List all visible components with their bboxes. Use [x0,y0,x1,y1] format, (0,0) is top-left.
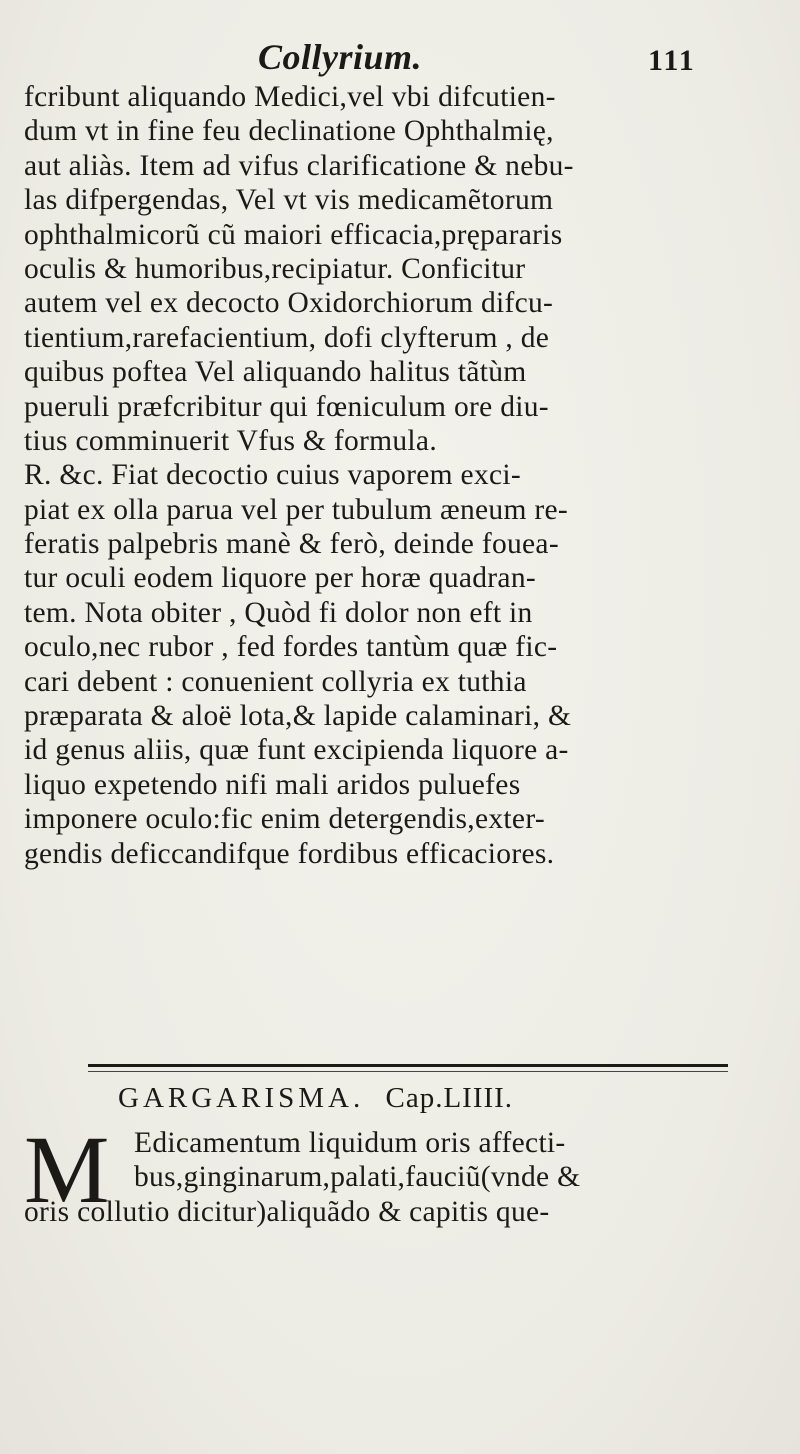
text-line: tur oculi eodem liquore per horæ quadran- [24,562,536,595]
text-line: Edicamentum liquidum oris affecti- [134,1127,566,1159]
drop-cap: M [24,1116,108,1223]
text-line: tem. Nota obiter , Quòd fi dolor non eft in [24,596,533,629]
text-line: oculis & humoribus,recipiatur. Conficitur [24,252,526,285]
text-line: oculo,nec rubor , fed fordes tantùm quæ fic- [24,631,558,664]
text-line: quibus poftea Vel aliquando halitus tãtùm [24,356,527,389]
text-line: feratis palpebris manè & ferò, deinde fouea- [24,528,559,561]
chapter-heading [118,1082,513,1115]
chapter-number: Cap.LIIII. [385,1082,514,1114]
chapter-title: GARGARISMA. [118,1082,365,1114]
text-line: piat ex olla parua vel per tubulum æneum re- [24,493,569,526]
body-text [24,80,794,871]
text-line: aut aliàs. Item ad vifus clarificatione & nebu- [24,149,574,182]
text-line: præparata & aloë lota,& lapide calaminari, & [24,700,572,733]
text-line: tientium,rarefacientium, dofi clyfterum , de [24,321,550,354]
text-line: tius comminuerit Vfus & formula. [24,424,437,457]
text-line: R. &c. Fiat decoctio cuius vaporem exci- [24,459,521,492]
text-line: imponere oculo:fic enim detergendis,exter- [24,803,545,836]
section-divider-thick [88,1064,728,1067]
section-divider-thin [88,1071,728,1072]
text-line: cari debent : conuenient collyria ex tuthia [24,665,527,698]
text-line: pueruli præfcribitur qui fœniculum ore diu- [24,390,549,423]
text-line: autem vel ex decocto Oxidorchiorum difcu- [24,287,554,320]
text-line: dum vt in fine feu declinatione Ophthalmię, [24,115,554,148]
chapter-body [24,1116,794,1229]
text-line: gendis deficcandifque fordibus efficaciores. [24,837,555,870]
text-line: ophthalmicorũ cũ maiori efficacia,prępararis [24,218,563,251]
running-title: Collyrium. [258,37,423,77]
text-line: bus,ginginarum,palati,fauciũ(vnde & [134,1161,581,1194]
text-line: oris collutio dicitur)aliquãdo & capitis que- [24,1195,550,1228]
page-number: 111 [648,44,696,77]
text-line: id genus aliis, quæ funt excipienda liquore a- [24,734,569,767]
text-line: fcribunt aliquando Medici,vel vbi difcutien- [24,81,556,113]
text-line: las difpergendas, Vel vt vis medicamẽtorum [24,184,554,217]
text-line: liquo expetendo nifi mali aridos puluefes [24,768,521,801]
